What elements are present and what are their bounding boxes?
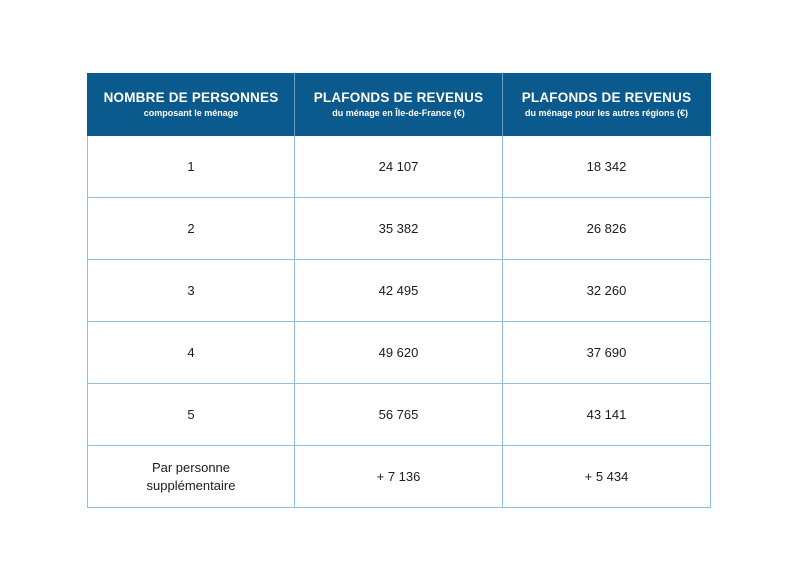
household-size-cell: 2 [88, 198, 295, 260]
table-row [88, 322, 711, 384]
header-subtitle: du ménage en Île-de-France (€) [332, 107, 465, 118]
household-size-cell: 5 [88, 384, 295, 446]
table-row [88, 384, 711, 446]
idf-ceiling-cell: 24 107 [295, 136, 503, 198]
other-regions-ceiling-cell: 18 342 [503, 136, 711, 198]
income-ceiling-table-container [87, 73, 710, 508]
other-regions-ceiling-cell: 43 141 [503, 384, 711, 446]
idf-ceiling-cell: + 7 136 [295, 446, 503, 508]
other-regions-ceiling-cell: + 5 434 [503, 446, 711, 508]
header-subtitle: du ménage pour les autres régions (€) [524, 107, 689, 118]
header-subtitle: composant le ménage [143, 107, 239, 118]
household-size-cell: Par personne supplémentaire [88, 446, 295, 508]
income-ceiling-table [87, 73, 711, 508]
header-household-size [88, 73, 295, 136]
household-size-cell: 3 [88, 260, 295, 322]
header-row [88, 73, 711, 136]
other-regions-ceiling-cell: 37 690 [503, 322, 711, 384]
header-title: PLAFONDS DE REVENUS [313, 89, 484, 105]
table-row [88, 260, 711, 322]
header-title: PLAFONDS DE REVENUS [521, 89, 692, 105]
other-regions-ceiling-cell: 26 826 [503, 198, 711, 260]
household-size-cell: 4 [88, 322, 295, 384]
idf-ceiling-cell: 42 495 [295, 260, 503, 322]
idf-ceiling-cell: 49 620 [295, 322, 503, 384]
idf-ceiling-cell: 56 765 [295, 384, 503, 446]
other-regions-ceiling-cell: 32 260 [503, 260, 711, 322]
header-idf-ceiling [295, 73, 503, 136]
household-size-cell: 1 [88, 136, 295, 198]
idf-ceiling-cell: 35 382 [295, 198, 503, 260]
header-title: NOMBRE DE PERSONNES [103, 89, 279, 105]
table-row [88, 198, 711, 260]
table-body [88, 136, 711, 508]
table-row [88, 446, 711, 508]
table-row [88, 136, 711, 198]
table-header [88, 73, 711, 136]
header-other-regions-ceiling [503, 73, 711, 136]
